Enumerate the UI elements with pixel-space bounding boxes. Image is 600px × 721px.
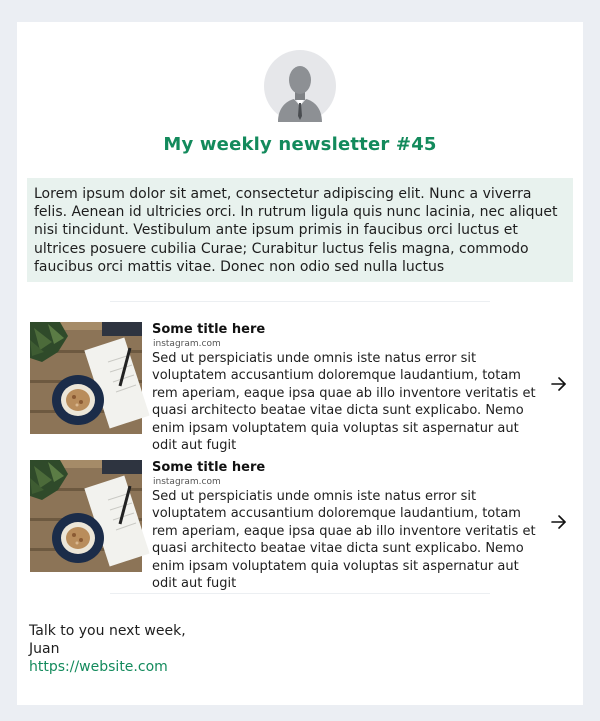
person-silhouette-icon — [264, 50, 336, 122]
article-source: instagram.com — [153, 477, 221, 487]
divider — [110, 301, 490, 302]
article-item[interactable] — [30, 460, 570, 592]
article-title[interactable]: Some title here — [152, 322, 266, 337]
newsletter-title: My weekly newsletter #45 — [163, 134, 437, 155]
signoff-name: Juan — [29, 641, 60, 657]
signoff — [29, 622, 186, 676]
arrow-right-icon[interactable] — [549, 512, 569, 532]
newsletter-card — [17, 22, 583, 705]
article-item[interactable] — [30, 322, 570, 454]
divider — [110, 593, 490, 594]
signoff-line: Talk to you next week, — [29, 623, 186, 639]
article-excerpt: Sed ut perspiciatis unde omnis iste natus error sit voluptatem accusantium doloremque laudantium, totam rem aperiam, eaque ipsa quae ab illo inventore veritatis et quasi architecto beatae vitae dicta sunt explicabo. Nemo enim ipsam voluptatem quia voluptas sit aspernatur aut odit aut fugit — [152, 489, 536, 592]
article-excerpt: Sed ut perspiciatis unde omnis iste natus error sit voluptatem accusantium doloremque laudantium, totam rem aperiam, eaque ipsa quae ab illo inventore veritatis et quasi architecto beatae vitae dicta sunt explicabo. Nemo enim ipsam voluptatem quia voluptas sit aspernatur aut odit aut fugit — [152, 351, 536, 454]
article-source: instagram.com — [153, 339, 221, 349]
website-link[interactable]: https://website.com — [29, 659, 168, 675]
intro-paragraph: Lorem ipsum dolor sit amet, consectetur adipiscing elit. Nunc a viverra felis. Aenean id ultricies orci. In rutrum ligula quis nunc lacinia, nec aliquet nisi tincidunt. Vestibulum ante ipsum primis in faucibus orci luctus et ultrices posuere cubilia Curae; Curabitur luctus felis magna, commodo faucibus orci mattis vitae. Donec non odio sed nulla luctus — [27, 178, 573, 282]
article-title[interactable]: Some title here — [152, 460, 266, 475]
article-thumbnail[interactable] — [30, 460, 142, 572]
avatar — [264, 50, 336, 122]
arrow-right-icon[interactable] — [549, 374, 569, 394]
article-thumbnail[interactable] — [30, 322, 142, 434]
